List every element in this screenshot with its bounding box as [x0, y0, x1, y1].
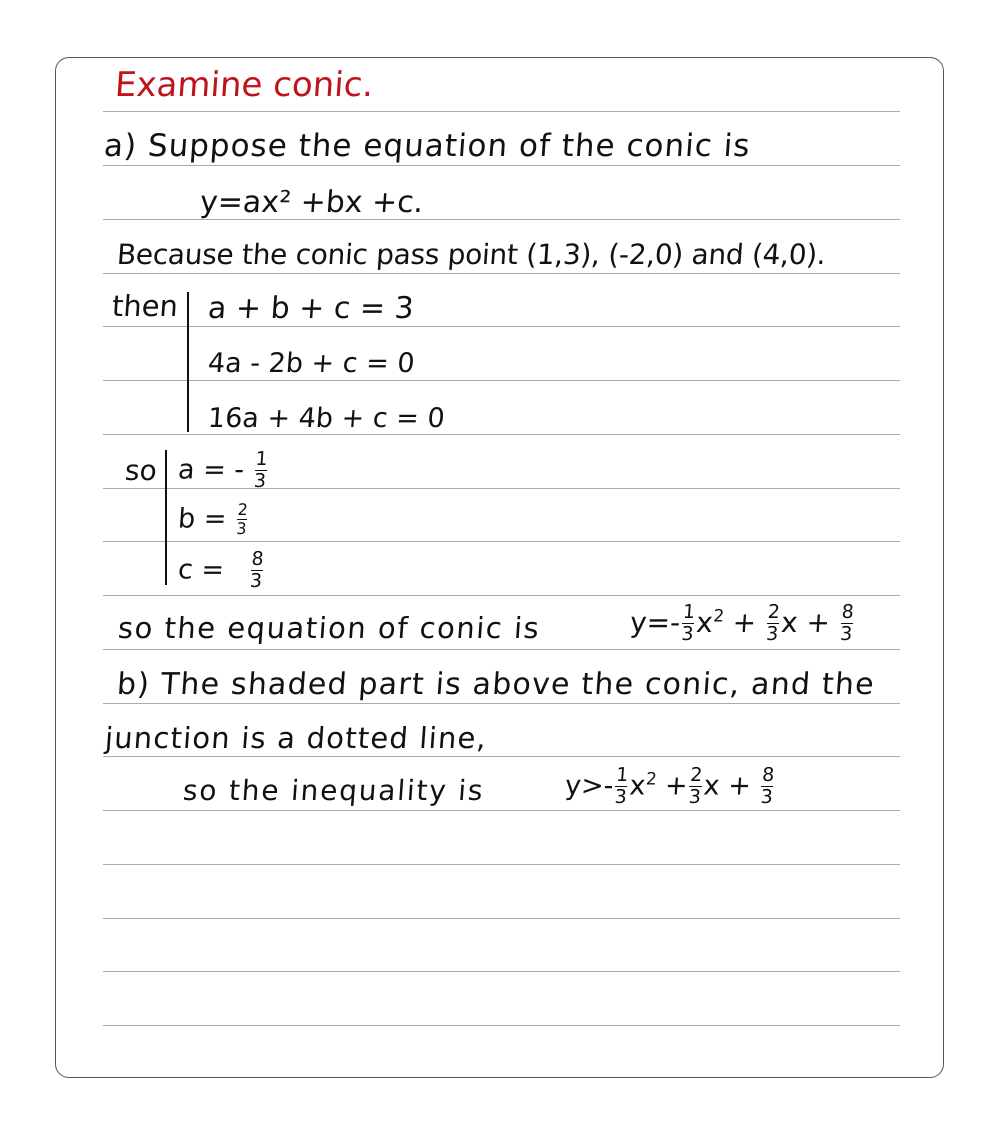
solution-a-lhs: a = - [176, 454, 246, 486]
rule-line [103, 434, 900, 435]
result-lhs: y=- [628, 605, 682, 639]
rule-line [103, 165, 900, 166]
result-f3-denominator: 3 [839, 623, 853, 646]
points-statement: Because the conic pass point (1,3), (-2,0) and (4,0). [115, 238, 827, 271]
result-plus: + [731, 605, 758, 639]
rule-line [103, 326, 900, 327]
result-f3-numerator: 8 [840, 601, 855, 623]
inequality-x-term: x + [702, 770, 752, 802]
solution-c-fraction [249, 550, 264, 592]
equation-3: 16a + 4b + c = 0 [206, 403, 446, 434]
inequality-fraction-2 [688, 766, 703, 808]
solution-b-lhs: b = [176, 503, 228, 535]
part-b-junction: junction is a dotted line, [103, 721, 489, 755]
solution-c-lhs: c = [176, 554, 226, 586]
result-statement: so the equation of conic is [116, 611, 542, 645]
rule-line [103, 380, 900, 381]
result-exponent: 2 [712, 606, 725, 627]
result-x-squared: x [695, 605, 715, 639]
page-title: Examine conic. [113, 65, 375, 105]
solution-b-numerator: 2 [237, 500, 249, 519]
inequality-f1-denominator: 3 [613, 786, 628, 809]
rule-line [103, 971, 900, 972]
solution-b [177, 502, 251, 538]
rule-line [103, 111, 900, 112]
solution-brace [165, 450, 167, 585]
inequality-exponent: 2 [645, 769, 658, 790]
rule-line [103, 918, 900, 919]
rule-line [103, 273, 900, 274]
solution-c-denominator: 3 [249, 570, 263, 593]
solution-b-denominator: 3 [235, 519, 248, 539]
inequality-statement: so the inequality is [181, 774, 486, 807]
rule-line [103, 595, 900, 596]
conic-general-form: y=ax² +bx +c. [198, 185, 425, 220]
result-f2-numerator: 2 [766, 601, 781, 623]
solution-a-fraction [253, 450, 268, 492]
inequality-f2-denominator: 3 [687, 786, 702, 809]
equation-2: 4a - 2b + c = 0 [206, 348, 416, 379]
system-brace [187, 292, 189, 432]
so-label: so [123, 454, 158, 487]
part-b-intro: b) The shaded part is above the conic, and the [115, 667, 877, 702]
result-equation [629, 603, 857, 645]
result-f1-numerator: 1 [682, 601, 696, 623]
result-f1-denominator: 3 [680, 623, 695, 646]
rule-line [103, 649, 900, 650]
result-fraction-3 [839, 603, 854, 645]
solution-b-fraction [236, 502, 249, 538]
inequality-expression [564, 766, 777, 808]
solution-c [177, 550, 267, 592]
solution-a [177, 450, 271, 492]
rule-line [103, 703, 900, 704]
inequality-f3-numerator: 8 [761, 764, 776, 786]
inequality-f1-numerator: 1 [615, 764, 630, 786]
solution-c-numerator: 8 [250, 548, 265, 570]
inequality-lhs: y>- [563, 770, 615, 802]
result-x-term: x + [779, 605, 832, 639]
rule-line [103, 1025, 900, 1026]
rule-line [103, 810, 900, 811]
rule-line [103, 756, 900, 757]
inequality-f3-denominator: 3 [759, 786, 774, 809]
then-label: then [110, 289, 180, 323]
part-a-intro: a) Suppose the equation of the conic is [102, 128, 752, 164]
solution-a-denominator: 3 [253, 470, 267, 493]
result-fraction-1 [681, 603, 696, 645]
equation-1: a + b + c = 3 [206, 291, 415, 326]
inequality-x-squared: x [628, 770, 647, 802]
result-fraction-2 [765, 603, 780, 645]
inequality-plus: + [663, 770, 689, 802]
inequality-fraction-3 [760, 766, 775, 808]
rule-line [103, 541, 900, 542]
solution-a-numerator: 1 [254, 448, 269, 470]
result-f2-denominator: 3 [765, 623, 780, 646]
inequality-fraction-1 [614, 766, 629, 808]
inequality-f2-numerator: 2 [689, 764, 704, 786]
rule-line [103, 864, 900, 865]
